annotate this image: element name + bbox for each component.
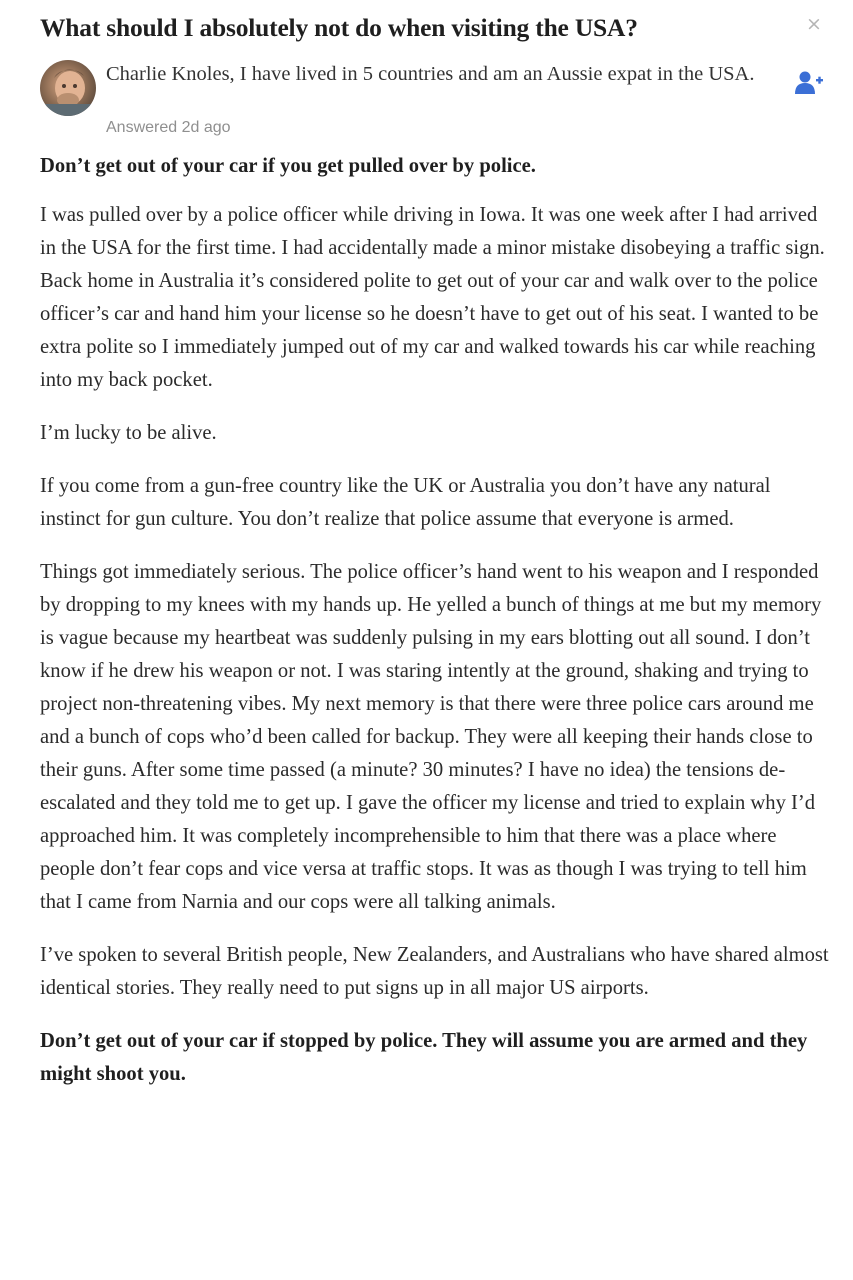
answer-paragraph: If you come from a gun-free country like the UK or Australia you don’t have any natural instinct for gun culture. You don’t realize that police assume that everyone is armed. bbox=[40, 475, 771, 530]
close-icon[interactable]: × bbox=[806, 13, 822, 35]
avatar[interactable] bbox=[40, 60, 96, 116]
question-title[interactable]: What should I absolutely not do when visiting the USA? bbox=[40, 13, 638, 42]
avatar-photo bbox=[40, 60, 96, 116]
author-name[interactable]: Charlie Knoles bbox=[106, 63, 230, 85]
answer-paragraph: I’ve spoken to several British people, New Zealanders, and Australians who have shared almost identical stories. They really need to put signs up in all major US airports. bbox=[40, 944, 829, 999]
author-credential: , I have lived in 5 countries and am an Aussie expat in the USA. bbox=[229, 63, 755, 85]
author-credential-line bbox=[106, 61, 786, 87]
answer-paragraph: I’m lucky to be alive. bbox=[40, 422, 217, 444]
answered-timestamp[interactable]: Answered 2d ago bbox=[106, 119, 231, 136]
follow-button[interactable] bbox=[794, 70, 824, 96]
answer-paragraph: I was pulled over by a police officer while driving in Iowa. It was one week after I had arrived in the USA for the first time. I had accidentally made a minor mistake disobeying a traffic sign. Back home in Australia it’s considered polite to get out of your car and walk over to the police officer’s car and hand him your license so he doesn’t have to get out of his seat. I wanted to be extra polite so I immediately jumped out of my car and walked towards his car while reaching into my back pocket. bbox=[40, 204, 825, 391]
answer-headline: Don’t get out of your car if you get pulled over by police. bbox=[40, 155, 536, 177]
answer-body bbox=[40, 150, 830, 1111]
answer-paragraph: Things got immediately serious. The police officer’s hand went to his weapon and I responded by dropping to my knees with my hands up. He yelled a bunch of things at me but my memory is vague because my heartbeat was suddenly pulsing in my ears blotting out all sound. I don’t know if he drew his weapon or not. I was staring intently at the ground, shaking and trying to project non-threatening vibes. My next memory is that there were three police cars around me and a bunch of cops who’d been called for backup. They were all keeping their hands close to their guns. After some time passed (a minute? 30 minutes? I have no idea) the tensions de-escalated and they told me to get up. I gave the officer my license and tried to explain why I’d approached him. It was completely incomprehensible to him that there was a place where people don’t fear cops and vice versa at traffic stops. It was as though I was trying to tell him that I came from Narnia and our cops were all talking animals. bbox=[40, 561, 822, 913]
answer-closing: Don’t get out of your car if stopped by police. They will assume you are armed and they might shoot you. bbox=[40, 1030, 808, 1085]
add-user-icon bbox=[794, 70, 824, 96]
